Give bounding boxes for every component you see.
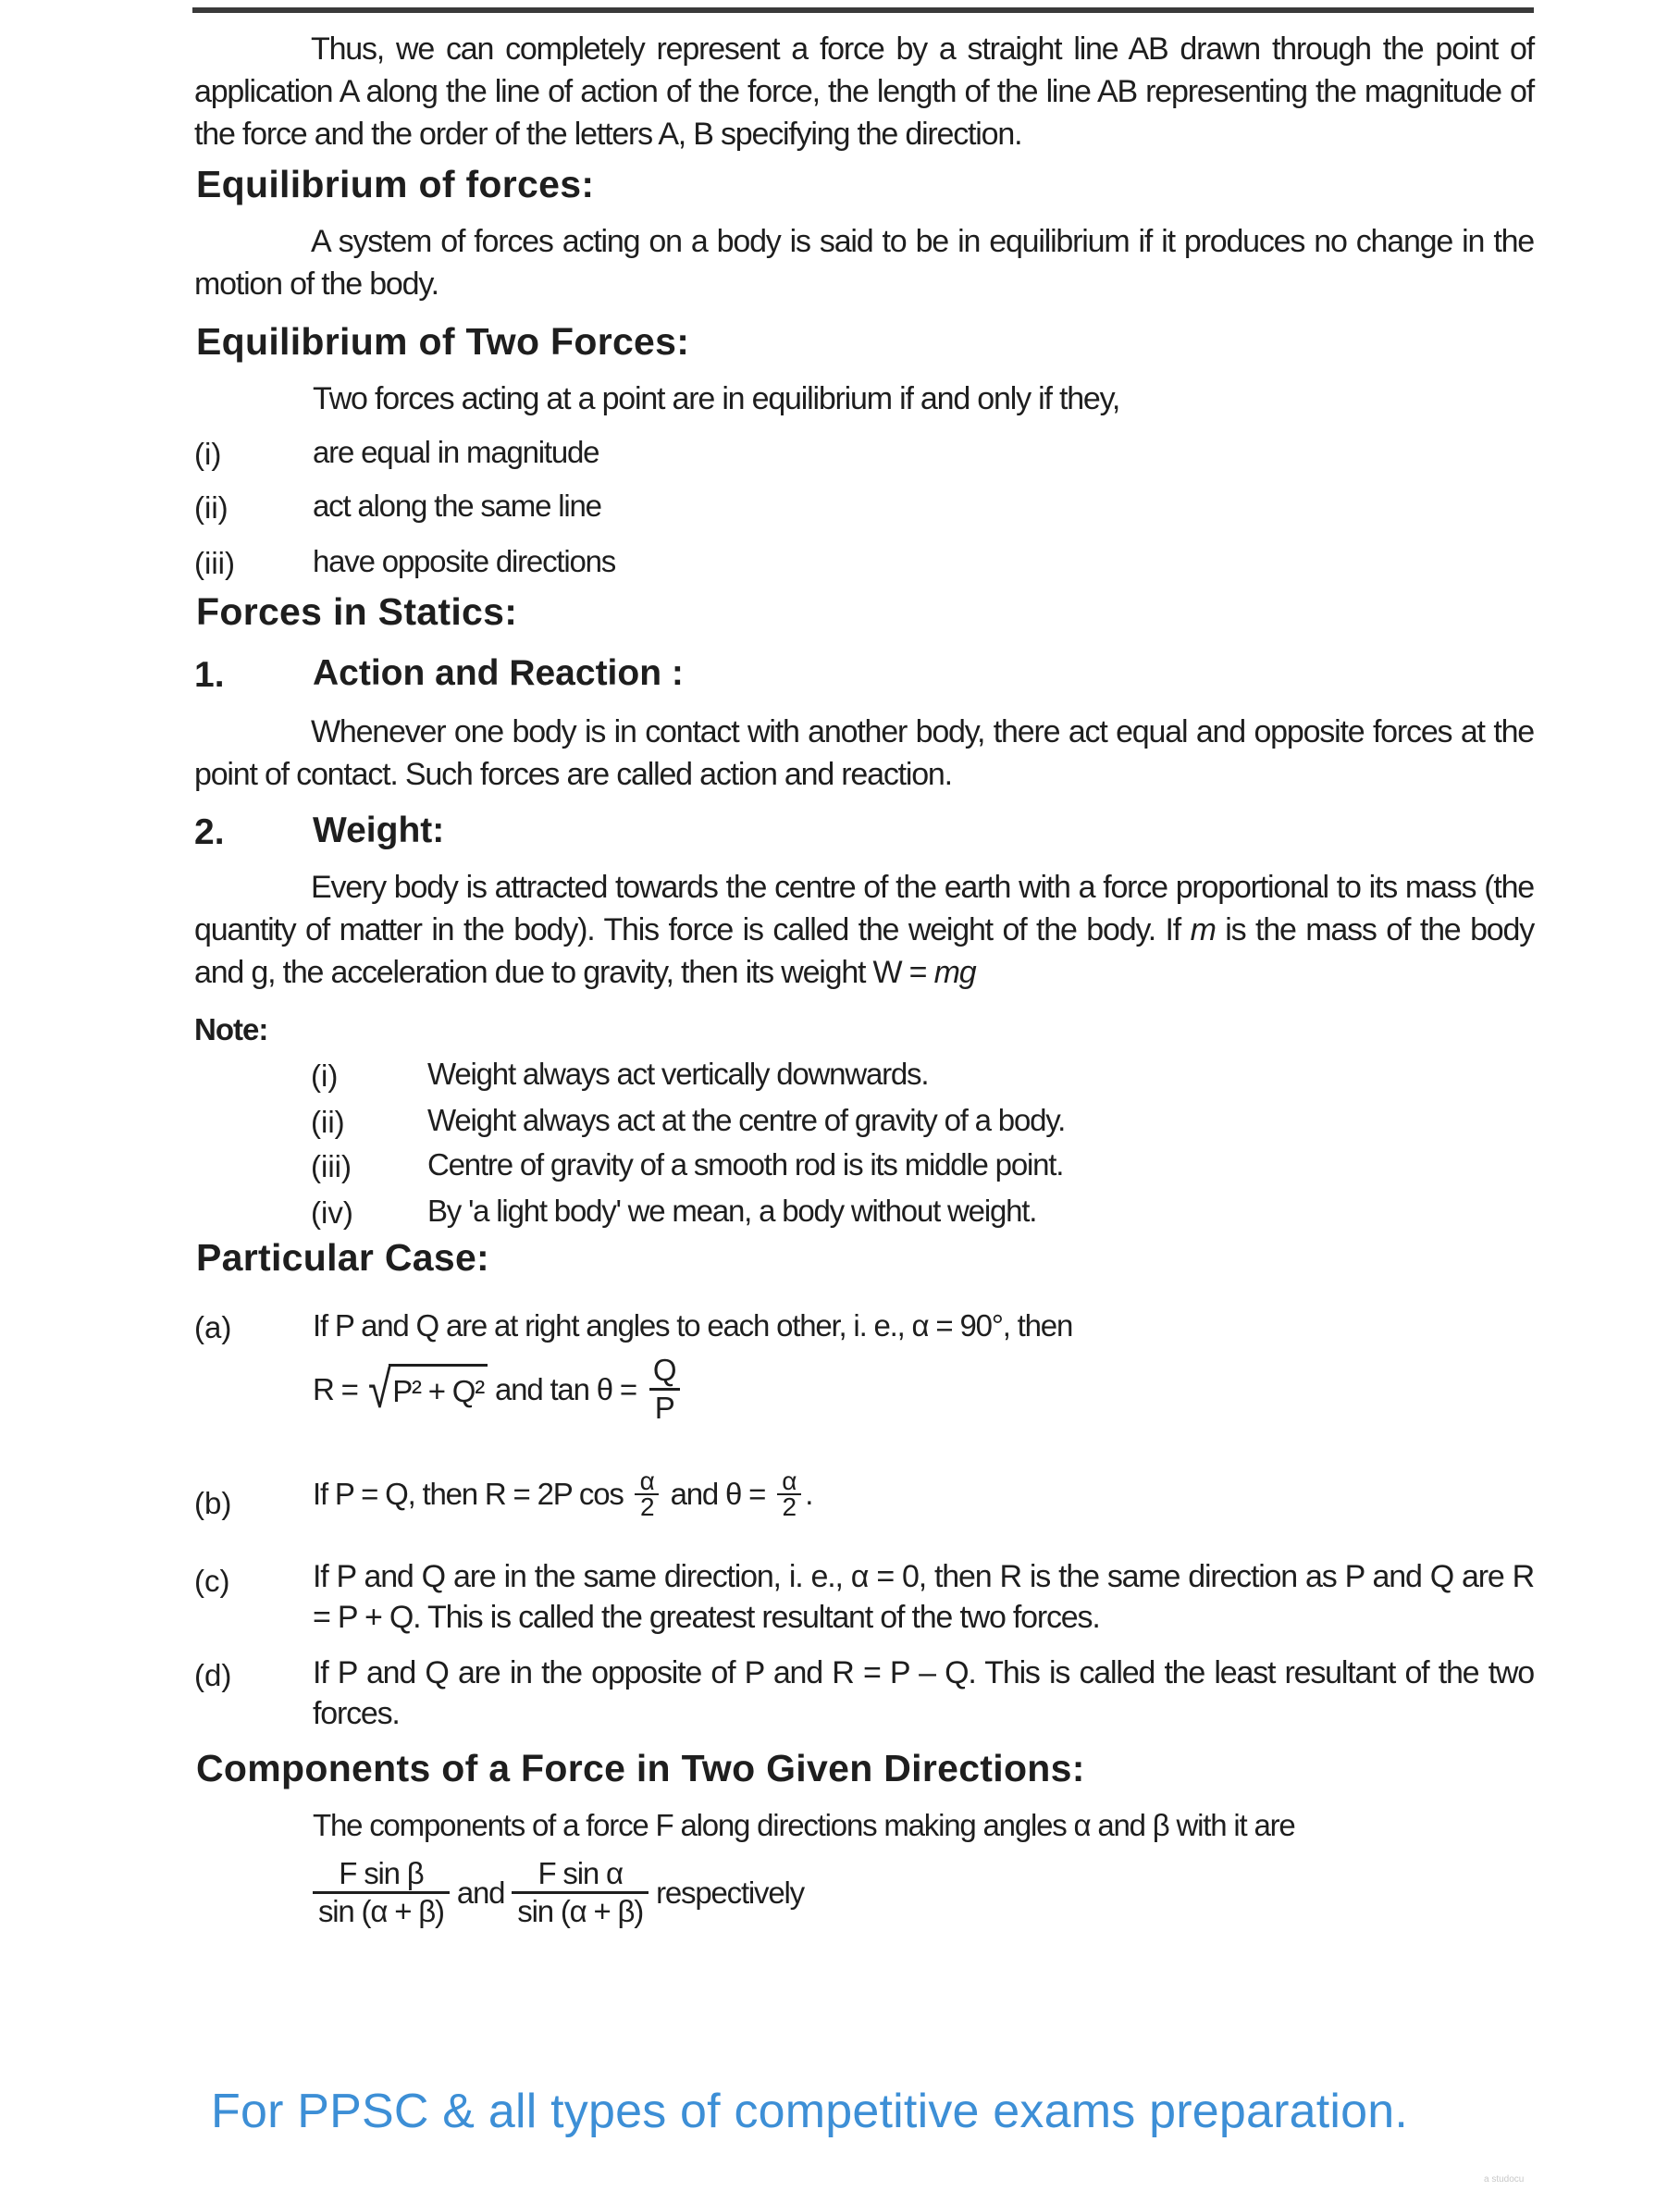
fraction-denominator: 2: [635, 1493, 659, 1519]
list-marker: (i): [194, 437, 222, 471]
heading-equilibrium-of-forces: Equilibrium of forces:: [196, 163, 595, 205]
equilibrium-paragraph: A system of forces acting on a body is said to be in equilibrium if it produces no change in the motion of the body.: [194, 224, 1534, 302]
square-root: [365, 1359, 488, 1418]
fraction-numerator: α: [782, 1467, 797, 1495]
note-marker: (iii): [311, 1149, 352, 1183]
weight-formula: mg: [933, 955, 976, 990]
note-marker: (iv): [311, 1195, 353, 1230]
heading-equilibrium-two-forces: Equilibrium of Two Forces:: [196, 320, 690, 363]
case-marker: (a): [194, 1310, 232, 1344]
fraction-numerator: Q: [652, 1353, 676, 1387]
fraction-f-sin-beta: [313, 1856, 450, 1929]
fraction-denominator: P: [649, 1388, 680, 1426]
fraction-q-over-p: [648, 1353, 681, 1426]
case-b-text1: If P = Q, then R = 2P cos: [313, 1477, 631, 1511]
components-tail: respectively: [656, 1875, 804, 1910]
heading-components: Components of a Force in Two Given Directions:: [196, 1747, 1085, 1789]
fraction-f-sin-alpha: [512, 1856, 649, 1929]
case-a-r-eq: R =: [313, 1371, 365, 1406]
note-item: Centre of gravity of a smooth rod is its middle point.: [427, 1147, 1064, 1182]
action-reaction-paragraph: Whenever one body is in contact with another body, there act equal and opposite forces at the point of contact. Such forces are called action and reaction.: [194, 714, 1534, 792]
note-item: Weight always act vertically downwards.: [427, 1057, 929, 1091]
fraction-denominator: 2: [777, 1493, 801, 1519]
fraction-numerator: F sin β: [339, 1856, 424, 1890]
section-number: 2.: [194, 812, 225, 852]
components-and: and: [456, 1875, 505, 1910]
section-number: 1.: [194, 655, 225, 695]
mass-symbol: m: [1190, 912, 1216, 947]
fraction-numerator: F sin α: [537, 1856, 623, 1890]
note-item: By 'a light body' we mean, a body without weight.: [427, 1194, 1037, 1228]
case-b-text2: and θ =: [662, 1477, 773, 1511]
case-marker: (b): [194, 1486, 232, 1520]
fraction-denominator: sin (α + β): [512, 1891, 649, 1929]
footer-tagline: For PPSC & all types of competitive exams preparation.: [211, 2085, 1409, 2138]
note-label: Note:: [194, 1012, 268, 1046]
components-text: The components of a force F along directions making angles α and β with it are: [313, 1808, 1295, 1842]
subheading-weight: Weight:: [313, 811, 445, 850]
list-item: have opposite directions: [313, 544, 616, 578]
case-c-text: If P and Q are in the same direction, i. e., α = 0, then R is the same direction as P and Q are R = P + Q. This is called the greatest resultant of the two forces.: [313, 1559, 1534, 1635]
fraction-alpha-over-2: [635, 1469, 660, 1519]
case-marker: (c): [194, 1564, 230, 1598]
weight-paragraph: [194, 866, 1534, 994]
note-marker: (i): [311, 1058, 339, 1093]
radicand: P² + Q²: [389, 1364, 488, 1416]
case-b-text3: .: [805, 1477, 813, 1511]
list-marker: (ii): [194, 490, 229, 525]
two-forces-intro: Two forces acting at a point are in equilibrium if and only if they,: [313, 381, 1120, 416]
case-b-formula: [313, 1469, 812, 1519]
weight-text-b: is the mass of the body and g, the acceleration due to gravity, then its weight W =: [194, 912, 1534, 990]
fraction-denominator: sin (α + β): [313, 1891, 450, 1929]
note-marker: (ii): [311, 1105, 345, 1139]
subheading-action-reaction: Action and Reaction :: [313, 653, 684, 693]
heading-particular-case: Particular Case:: [196, 1236, 490, 1279]
heading-forces-in-statics: Forces in Statics:: [196, 590, 518, 633]
list-marker: (iii): [194, 546, 235, 580]
case-a-and-tan: and tan θ =: [488, 1371, 644, 1406]
list-item: are equal in magnitude: [313, 435, 599, 469]
case-a-text: If P and Q are at right angles to each other, i. e., α = 90°, then: [313, 1308, 1073, 1343]
radical-sign-icon: √: [367, 1359, 390, 1418]
watermark: a studocu: [1484, 2174, 1525, 2185]
note-item: Weight always act at the centre of gravity of a body.: [427, 1103, 1066, 1137]
weight-text-a: Every body is attracted towards the centre of the earth with a force proportional to its mass (the quantity of matter in the body). This force is called the weight of the body. If: [194, 870, 1534, 947]
top-rule: [192, 7, 1534, 13]
case-marker: (d): [194, 1658, 232, 1692]
case-d-text: If P and Q are in the opposite of P and R = P – Q. This is called the least resultant of the two forces.: [313, 1655, 1534, 1731]
case-a-formula: [313, 1353, 685, 1426]
intro-paragraph: Thus, we can completely represent a force by a straight line AB drawn through the point of application A along the line of action of the force, the length of the line AB representing the magnitude of the force and the order of the letters A, B specifying the direction.: [194, 31, 1534, 152]
fraction-numerator: α: [639, 1467, 654, 1495]
fraction-alpha-over-2: [776, 1469, 801, 1519]
list-item: act along the same line: [313, 489, 601, 523]
components-formula: [309, 1856, 804, 1929]
